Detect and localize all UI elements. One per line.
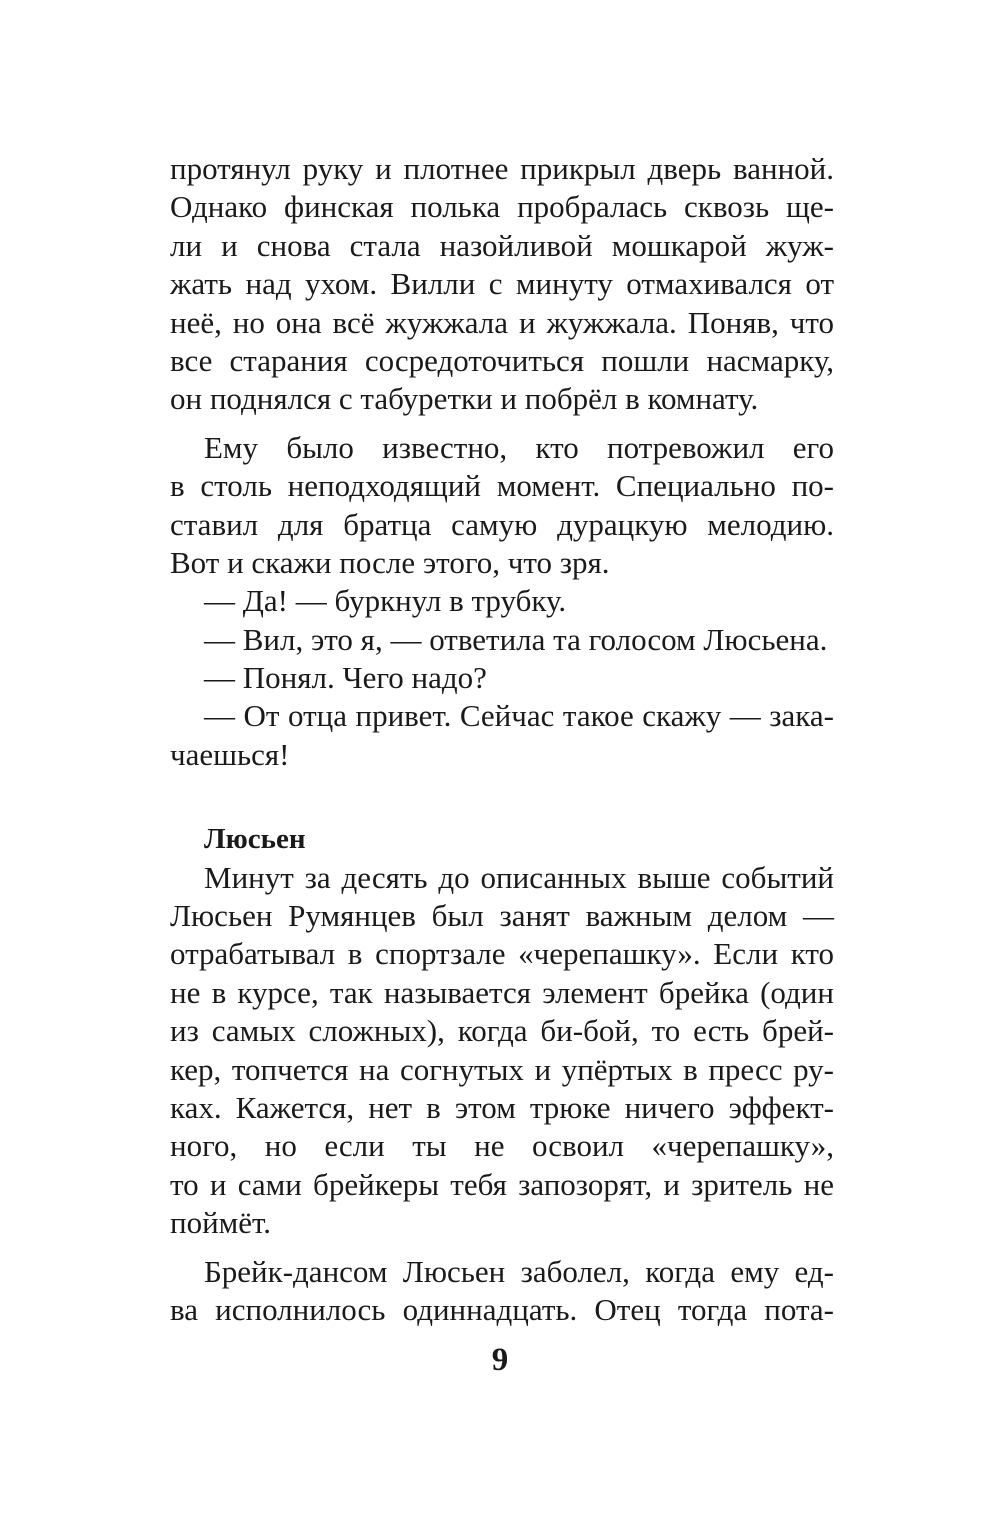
text-line: все старания сосредоточиться пошли насмарку,	[170, 342, 834, 378]
paragraph	[170, 429, 834, 583]
text-line: ли и снова стала назойливой мошкарой жуж-	[170, 227, 834, 263]
dialogue-line	[170, 697, 834, 774]
text-line: из самых сложных), когда би-бой, то есть брей-	[170, 1013, 834, 1049]
text-line: кер, топчется на согнутых и упёртых в пресс ру-	[170, 1051, 834, 1087]
paragraph	[170, 150, 834, 419]
text-line: Люсьен Румянцев был занят важным делом —	[170, 898, 834, 934]
text-line: Брейк-дансом Люсьен заболел, когда ему ед-	[204, 1253, 834, 1289]
section-heading: Люсьен	[204, 823, 306, 856]
dialogue-line	[170, 621, 834, 659]
text-line: неё, но она всё жужжала и жужжала. Поняв, что	[170, 304, 834, 340]
text-line: Однако финская полька пробралась сквозь ще-	[170, 189, 834, 225]
paragraph	[170, 1253, 834, 1330]
text-line: он поднялся с табуретки и побрёл в комнату.	[170, 381, 759, 417]
text-line: чаешься!	[170, 736, 290, 772]
text-line: Ему было известно, кто потревожил его	[204, 429, 834, 465]
text-line: протянул руку и плотнее прикрыл дверь ванной.	[170, 151, 834, 186]
text-line: жать над ухом. Вилли с минуту отмахивался от	[170, 266, 834, 302]
text-line: отрабатывал в спортзале «черепашку». Если кто	[170, 936, 834, 972]
text-line: — Вил, это я, — ответила та голосом Люсьена.	[204, 621, 828, 657]
dialogue-line	[170, 582, 834, 620]
section-gap	[170, 774, 834, 820]
text-line: Минут за десять до описанных выше событий	[204, 859, 834, 895]
paragraph-gap	[170, 419, 834, 429]
paragraph	[170, 859, 834, 1243]
text-line: ного, но если ты не освоил «черепашку»,	[170, 1128, 834, 1164]
text-line: то и сами брейкеры тебя запозорят, и зритель не	[170, 1166, 834, 1202]
text-line: — Да! — буркнул в трубку.	[204, 583, 567, 619]
text-line: в столь неподходящий момент. Специально по-	[170, 468, 834, 504]
paragraph-gap	[170, 1243, 834, 1253]
page-number: 9	[491, 1342, 509, 1378]
text-line: Вот и скажи после этого, что зря.	[170, 544, 610, 580]
text-line: ках. Кажется, нет в этом трюке ничего эффект-	[170, 1089, 834, 1125]
text-line: — От отца привет. Сейчас такое скажу — зака-	[204, 698, 834, 734]
dialogue-line	[170, 659, 834, 697]
text-line: — Понял. Чего надо?	[204, 660, 487, 696]
text-line: не в курсе, так называется элемент брейка (один	[170, 974, 834, 1010]
book-page	[170, 150, 834, 1329]
text-line: поймёт.	[170, 1205, 272, 1241]
text-line: ставил для братца самую дурацкую мелодию.	[170, 506, 834, 542]
text-line: ва исполнилось одиннадцать. Отец тогда пота-	[170, 1291, 834, 1327]
